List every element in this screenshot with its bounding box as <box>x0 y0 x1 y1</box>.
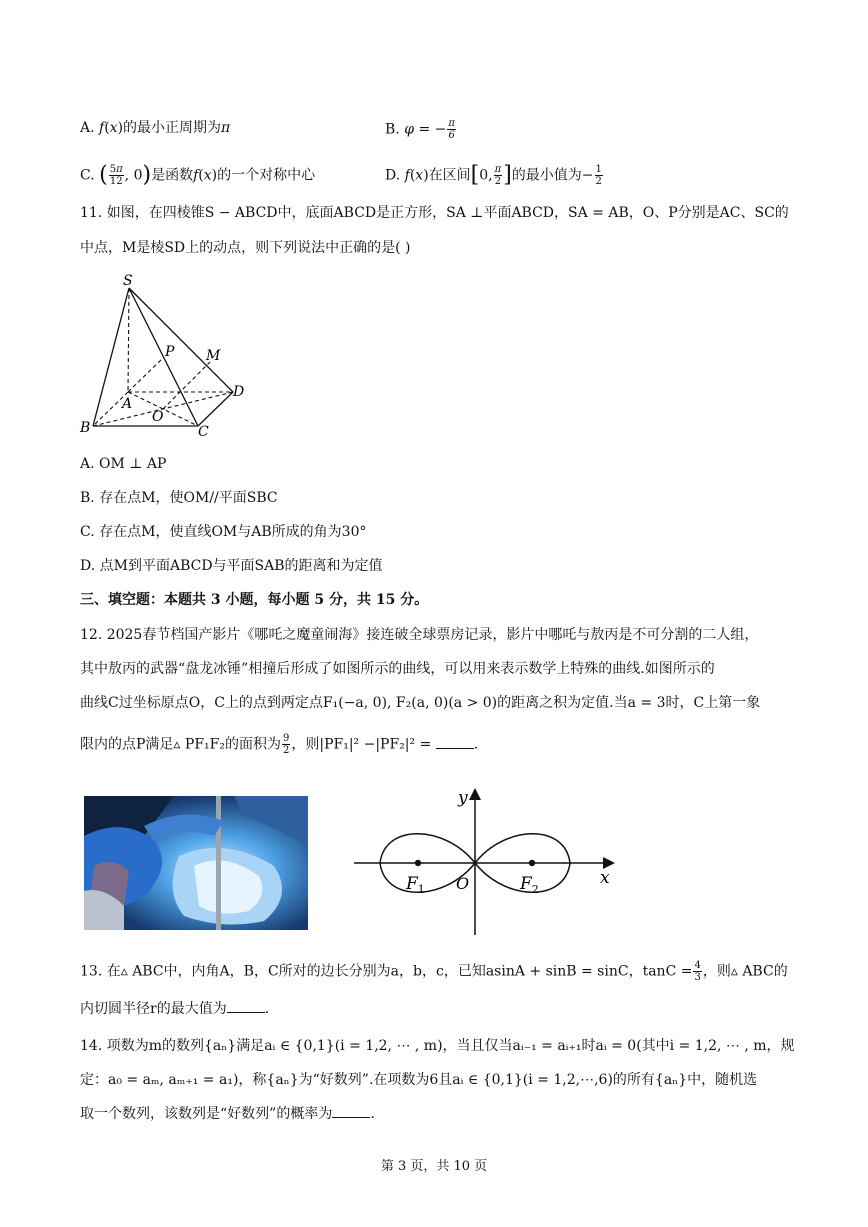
q12-answer-blank[interactable] <box>436 736 474 749</box>
axis-x-label: x <box>600 868 610 888</box>
q11-stem-line1: 11. 如图，在四棱锥S − ABCD中，底面ABCD是正方形，SA ⊥平面ABCD，SA = AB，O、P分别是AC、SC的 <box>80 205 789 221</box>
q11-option-c: C. 存在点M，使直线OM与AB所成的角为30° <box>80 524 367 540</box>
q11-option-b: B. 存在点M，使OM//平面SBC <box>80 490 278 506</box>
q10-option-a: A. f(x)的最小正周期为π <box>80 120 231 136</box>
q14-line1: 14. 项数为m的数列{aₙ}满足aᵢ ∈ {0,1}(i = 1,2, ⋯ , m)，当且仅当aᵢ₋₁ = aᵢ₊₁时aᵢ = 0(其中i = 1,2, ⋯ , m，规 <box>80 1038 795 1054</box>
focus-f2-label: $F_2$ <box>520 874 539 896</box>
q12-line2: 其中敖丙的武器“盘龙冰锤”相撞后形成了如图所示的曲线，可以用来表示数学上特殊的曲线.如图所示的 <box>80 661 715 677</box>
label-S: S <box>123 273 133 289</box>
origin-label: O <box>456 874 470 893</box>
axis-y-label: y <box>458 788 468 808</box>
focus-f1-label: $F_1$ <box>406 874 425 896</box>
pyramid-figure <box>76 270 256 438</box>
q14-line2: 定：a₀ = aₘ, aₘ₊₁ = a₁)，称{aₙ}为“好数列”.在项数为6且aᵢ ∈ {0,1}(i = 1,2,⋯,6)的所有{aₙ}中，随机选 <box>80 1072 758 1088</box>
label-D: D <box>233 384 245 400</box>
q11-option-d: D. 点M到平面ABCD与平面SAB的距离和为定值 <box>80 558 383 574</box>
page-footer: 第 3 页，共 10 页 <box>380 1159 488 1174</box>
q12-line1: 12. 2025春节档国产影片《哪吒之魔童闹海》接连破全球票房记录，影片中哪吒与敖丙是不可分割的二人组， <box>80 627 759 643</box>
q10-option-b: B. φ = − $\frac{\pi}{6}$ <box>385 118 455 141</box>
q12-line4: 限内的点P满足▵ PF₁F₂的面积为 $\frac{9}{2}$ ，则|PF₁|² −|PF₂|² = . <box>80 733 479 756</box>
label-P: P <box>165 344 175 360</box>
q14-answer-blank[interactable] <box>332 1105 370 1118</box>
section-heading: 三、填空题：本题共 3 小题，每小题 5 分，共 15 分。 <box>80 592 429 608</box>
q11-option-a: A. OM ⊥ AP <box>80 456 167 472</box>
q13-answer-blank[interactable] <box>227 1000 265 1013</box>
q11-stem-line2: 中点，M是棱SD上的动点，则下列说法中正确的是( ) <box>80 240 411 256</box>
label-C: C <box>198 424 209 438</box>
q14-line3: 取一个数列，该数列是“好数列”的概率为 . <box>80 1106 375 1122</box>
label-M: M <box>206 348 221 364</box>
label-A: A <box>122 396 133 412</box>
q13-line1: 13. 在▵ ABC中，内角A，B，C所对的边长分别为a，b，c，已知asinA + sinB = sinC，tanC = $\frac{4}{3}$ ，则▵ ABC的 <box>80 960 788 983</box>
q10-option-c: C. ( $\frac{5\pi}{12}$ , 0)是函数f(x)的一个对称中心 <box>80 162 316 188</box>
label-B: B <box>80 420 91 436</box>
q12-line3: 曲线C过坐标原点O，C上的点到两定点F₁(−a, 0), F₂(a, 0)(a > 0)的距离之积为定值.当a = 3时，C上第一象 <box>80 695 761 711</box>
label-O: O <box>152 409 164 425</box>
q13-line2: 内切圆半径r的最大值为 . <box>80 1001 270 1017</box>
q10-option-d: D. f(x)在区间[0, $\frac{\pi}{2}$ ]的最小值为− $\frac{1}{2}$ <box>385 162 602 188</box>
film-still-image <box>84 796 308 930</box>
lemniscate-figure <box>350 785 618 940</box>
